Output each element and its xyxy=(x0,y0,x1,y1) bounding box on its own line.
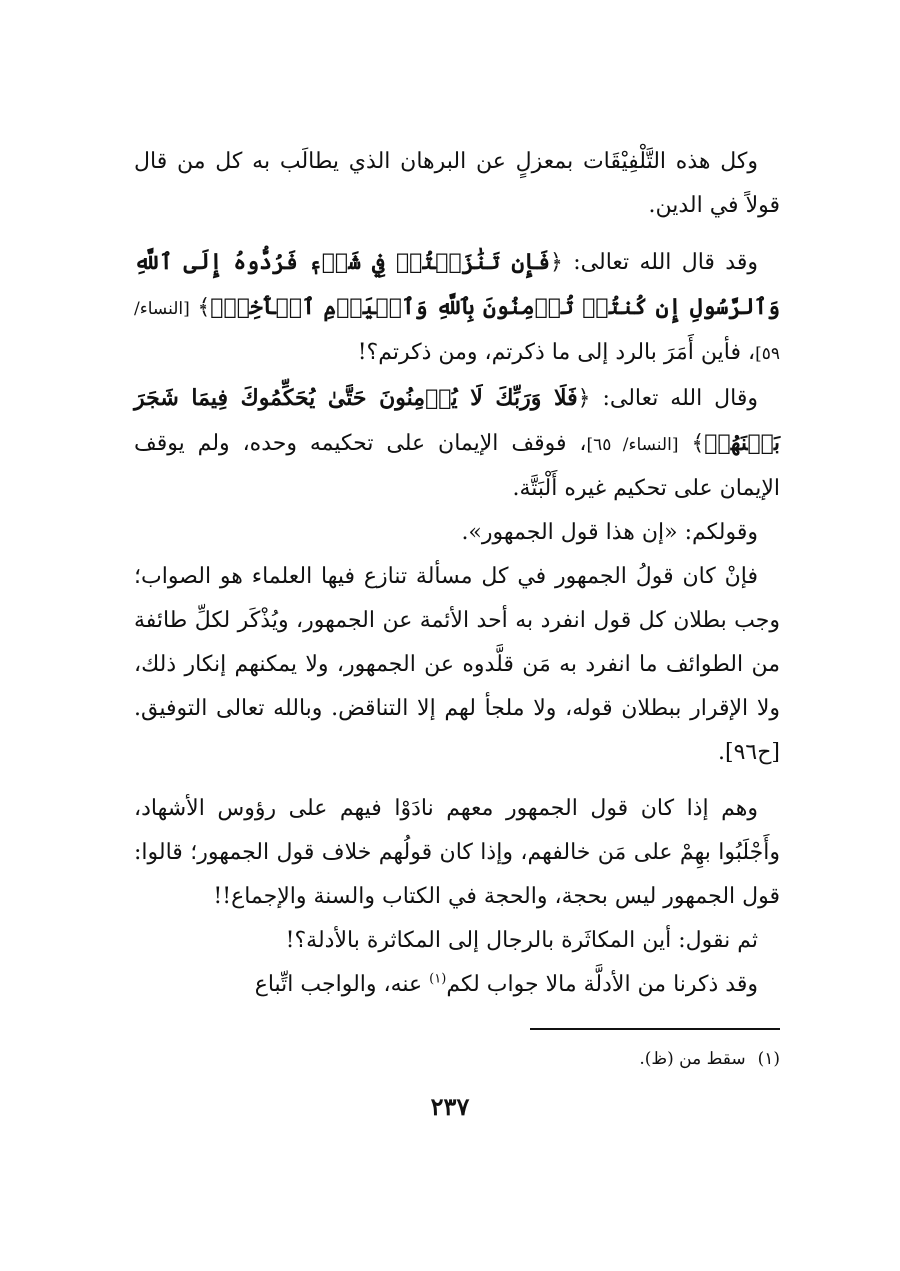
paragraph-text: وهم إذا كان قول الجمهور معهم نادَوْا فيهم على رؤوس الأشهاد، وأَجْلَبُوا بهِمْ على مَن خالفهم، وإذا كان قولُهم خلاف قول الجمهور؛ قالوا: قول الجمهور ليس بحجة، والحجة في الكتاب والسنة والإجماع!! xyxy=(134,796,780,909)
main-text xyxy=(134,140,780,1007)
verse-intro: وقال الله تعالى: xyxy=(602,386,758,411)
footnote-number: (١) xyxy=(757,1049,780,1069)
page-number: ٢٣٧ xyxy=(430,1092,470,1121)
ornate-bracket-close-icon: ﴾ xyxy=(197,295,211,320)
quran-verse: فَإِن تَنَٰزَعۡتُمۡ فِي شَيۡءٖ فَرُدُّوهُ إِلَى ٱللَّهِ وَٱلرَّسُولِ إِن كُنتُمۡ تُؤۡمِنُونَ بِٱللَّهِ وَٱلۡيَوۡمِ ٱلۡأٓخِرِۚ xyxy=(134,249,780,320)
paragraph-text: فإنْ كان قولُ الجمهور في كل مسألة تنازع فيها العلماء هو الصواب؛ وجب بطلان كل قول انفرد به أحد الأئمة عن الجمهور، ويُذْكَر لكلِّ طائفة من الطوائف ما انفرد به مَن قلَّدوه عن الجمهور، ولا يمكنهم إنكار ذلك، ولا الإقرار ببطلان قوله، ولا ملجأ لهم إلا التناقض. وبالله تعالى التوفيق. [ح٩٦]. xyxy=(134,564,780,765)
verse-reference: [النساء/ ٦٥] xyxy=(586,435,679,455)
paragraph-text: ، فوقف الإيمان على تحكيمه وحده، ولم يوقف الإيمان على تحكيم غيره أَلْبَتَّة. xyxy=(134,431,780,501)
paragraph-8 xyxy=(134,963,780,1007)
paragraph-6 xyxy=(134,787,780,919)
quran-verse: فَلَا وَرَبِّكَ لَا يُؤۡمِنُونَ حَتَّىٰ يُحَكِّمُوكَ فِيمَا شَجَرَ بَيۡنَهُمۡ xyxy=(134,385,781,456)
footnote xyxy=(134,1044,780,1074)
ornate-bracket-open-icon: ﴿ xyxy=(577,386,591,411)
paragraph-text: وقولكم: «إن هذا قول الجمهور». xyxy=(461,520,758,545)
paragraph-3 xyxy=(134,376,780,511)
footnote-divider xyxy=(530,1028,780,1030)
paragraph-5 xyxy=(134,555,780,775)
paragraph-text: عنه، والواجب اتِّباع xyxy=(254,972,430,997)
ornate-bracket-open-icon: ﴿ xyxy=(550,250,563,275)
paragraph-text: وقد ذكرنا من الأدلَّة مالا جواب لكم xyxy=(446,972,758,997)
paragraph-text: ثم نقول: أين المكاثَرة بالرجال إلى المكاثرة بالأدلة؟! xyxy=(285,928,758,953)
verse-intro: وقد قال الله تعالى: xyxy=(573,250,758,275)
paragraph-text: ، فأين أَمَرَ بالرد إلى ما ذكرتم، ومن ذكرتم؟! xyxy=(357,340,756,365)
footnote-text: سقط من (ظ). xyxy=(639,1049,746,1069)
ornate-bracket-close-icon: ﴾ xyxy=(691,431,705,456)
paragraph-7 xyxy=(134,919,780,963)
paragraph-1 xyxy=(134,140,780,228)
paragraph-4 xyxy=(134,511,780,555)
verse-reference: [النساء/ ٥٩] xyxy=(134,299,780,364)
footnote-marker: (١) xyxy=(429,971,447,987)
paragraph-text: وكل هذه التَّلْفِيْقَات بمعزلٍ عن البرهان الذي يطالَب به كل من قال قولاً في الدين. xyxy=(134,149,780,218)
paragraph-2 xyxy=(134,240,780,376)
